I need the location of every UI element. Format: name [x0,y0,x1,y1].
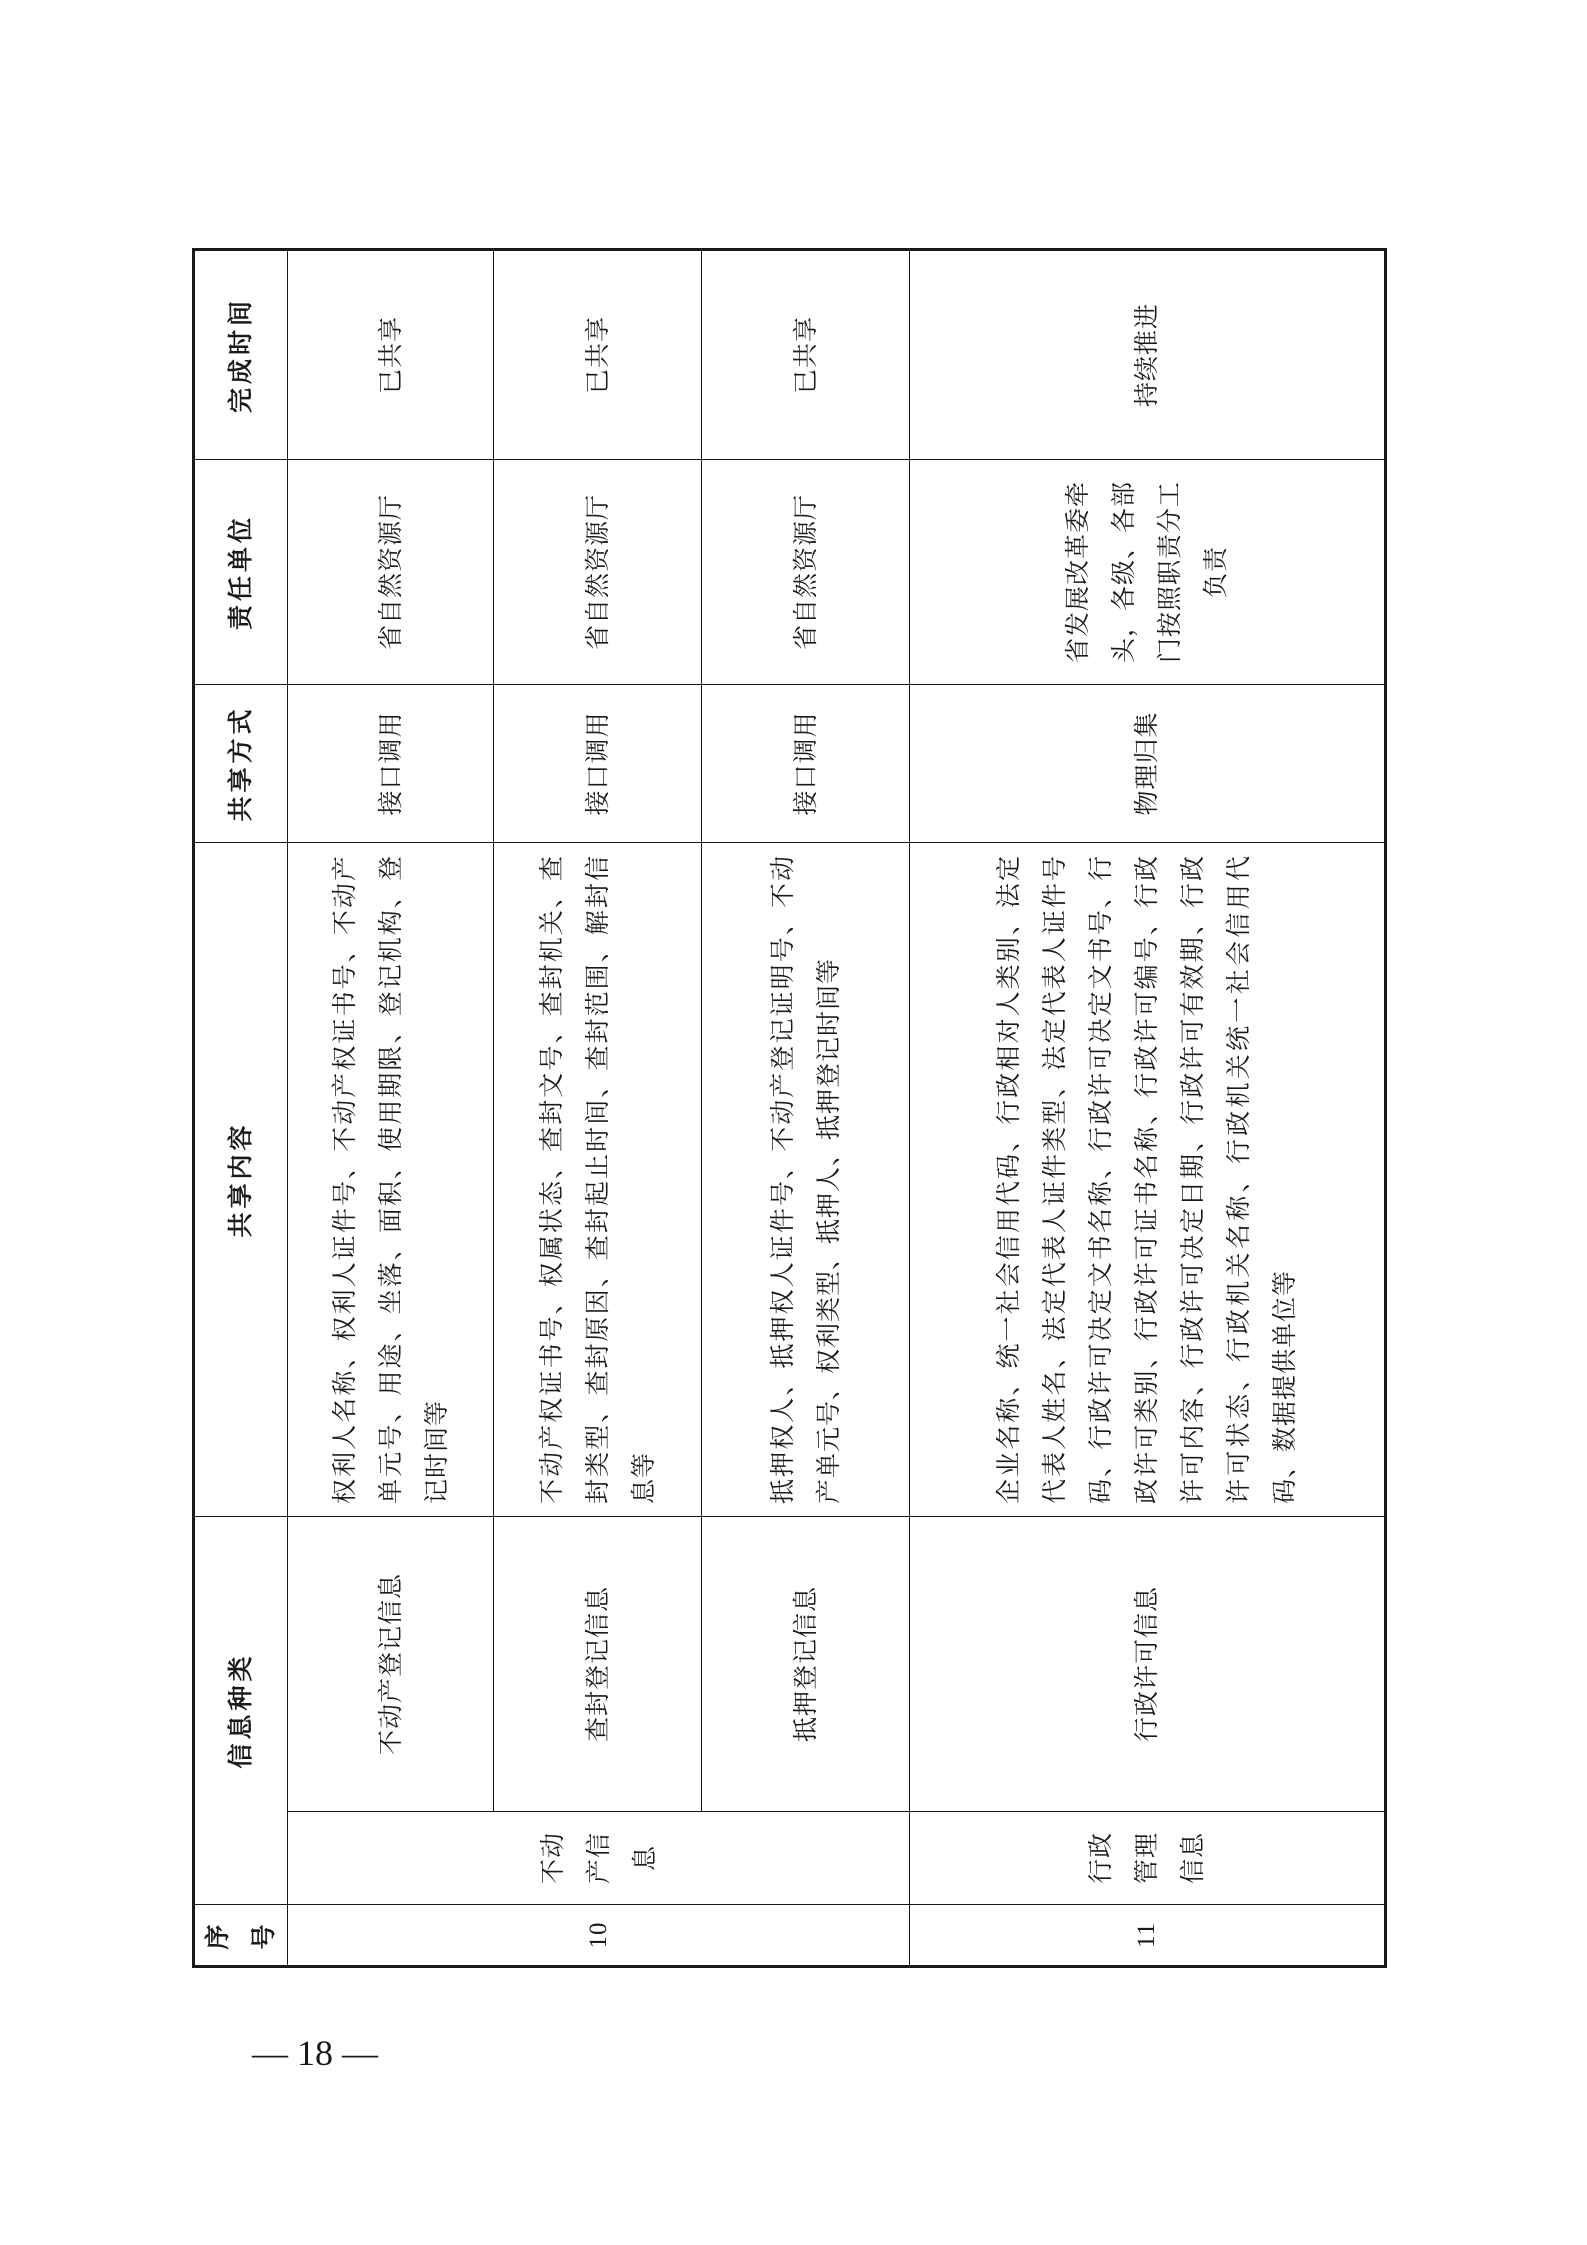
header-content: 共享内容 [194,842,288,1516]
row-info-type: 抵押登记信息 [702,1516,910,1811]
row-time: 已共享 [494,249,702,459]
row-method: 接口调用 [288,684,494,842]
row-method: 接口调用 [702,684,910,842]
table-row [910,249,1386,1966]
row-content: 企业名称、统一社会信用代码、行政相对人类别、法定代表人姓名、法定代表人证件类型、法定代表人证件号码、行政许可决定文书名称、行政许可决定文书号、行政许可类别、行政许可证书名称、行政许可编号、行政许可内容、行政许可决定日期、行政许可有效期、行政许可状态、行政机关名称、行政机关统一社会信用代码、数据提供单位等 [910,842,1386,1516]
row-info-type: 不动产登记信息 [288,1516,494,1811]
row-method: 物理归集 [910,684,1386,842]
row-category: 不动产信息 [288,1812,910,1905]
row-time: 持续推进 [910,249,1386,459]
row-unit: 省自然资源厅 [702,459,910,684]
row-unit: 省自然资源厅 [494,459,702,684]
page-number: — 18 — [252,2033,378,2073]
row-content: 抵押权人、抵押权人证件号、不动产登记证明号、不动产单元号、权利类型、抵押人、抵押登记时间等 [702,842,910,1516]
header-method: 共享方式 [194,684,288,842]
header-unit: 责任单位 [194,459,288,684]
header-time: 完成时间 [194,249,288,459]
row-category: 行政管理信息 [910,1812,1386,1905]
table-header-row [194,249,288,1966]
row-time: 已共享 [702,249,910,459]
table-row [702,249,910,1966]
row-seq: 10 [288,1905,910,1967]
row-content: 权利人名称、权利人证件号、不动产权证书号、不动产单元号、用途、坐落、面积、使用期限、登记机构、登记时间等 [288,842,494,1516]
header-seq: 序号 [194,1905,288,1967]
table-row [288,249,494,1966]
header-info-type: 信息种类 [194,1516,288,1904]
row-unit: 省发展改革委牵头，各级、各部门按照职责分工负责 [910,459,1386,684]
row-method: 接口调用 [494,684,702,842]
row-time: 已共享 [288,249,494,459]
row-info-type: 查封登记信息 [494,1516,702,1811]
row-seq: 11 [910,1905,1386,1967]
row-unit: 省自然资源厅 [288,459,494,684]
rotated-table-container [192,251,1387,1968]
information-sharing-table [192,248,1387,1968]
row-content: 不动产权证书号、权属状态、查封文号、查封机关、查封类型、查封原因、查封起止时间、查封范围、解封信息等 [494,842,702,1516]
table-row [494,249,702,1966]
row-info-type: 行政许可信息 [910,1516,1386,1811]
